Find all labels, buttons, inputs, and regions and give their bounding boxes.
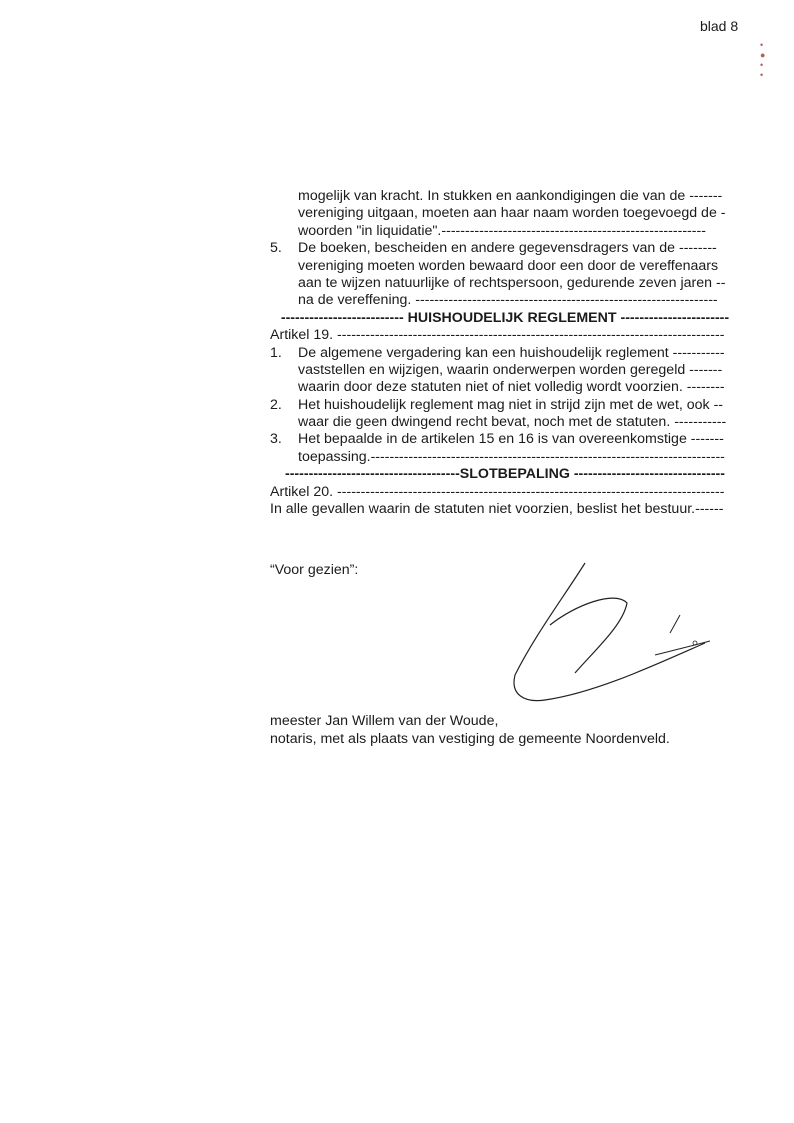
line-text: Het huishoudelijk reglement mag niet in strijd zijn met de wet, ook -- bbox=[298, 396, 724, 413]
list-item bbox=[270, 431, 740, 448]
line-text: woorden "in liquidatie".-------------------------------------------------------- bbox=[298, 222, 706, 239]
section-heading bbox=[270, 310, 740, 327]
text-line bbox=[270, 205, 740, 222]
text-line bbox=[270, 223, 740, 240]
item-number: 1. bbox=[270, 344, 282, 361]
item-number: 2. bbox=[270, 396, 282, 413]
item-number: 5. bbox=[270, 240, 282, 257]
text-line bbox=[270, 292, 740, 309]
text-line bbox=[270, 501, 740, 518]
line-text: Artikel 20. ---------------------------------------------------------------------------------- bbox=[270, 483, 725, 500]
notary-name: meester Jan Willem van der Woude, bbox=[270, 713, 499, 729]
line-text: De algemene vergadering kan een huishoudelijk reglement ----------- bbox=[298, 344, 725, 361]
page-number: blad 8 bbox=[700, 18, 739, 34]
item-number: 3. bbox=[270, 431, 282, 448]
text-line bbox=[270, 188, 740, 205]
line-text: Het bepaalde in de artikelen 15 en 16 is van overeenkomstige ------- bbox=[298, 431, 724, 448]
line-text: De boeken, bescheiden en andere gegevensdragers van de -------- bbox=[298, 240, 717, 257]
line-text: toepassing.--------------------------------------------------------------------------- bbox=[298, 448, 725, 465]
text-line bbox=[270, 449, 740, 466]
text-line bbox=[270, 362, 740, 379]
list-item bbox=[270, 397, 740, 414]
text-line bbox=[270, 414, 740, 431]
text-line bbox=[270, 258, 740, 275]
line-text: aan te wijzen natuurlijke of rechtspersoon, gedurende zeven jaren -- bbox=[298, 274, 726, 291]
line-text: vereniging moeten worden bewaard door een door de vereffenaars bbox=[298, 257, 719, 274]
line-text: vereniging uitgaan, moeten aan haar naam worden toegevoegd de - bbox=[298, 205, 726, 222]
line-text: In alle gevallen waarin de statuten niet voorzien, beslist het bestuur.------ bbox=[270, 501, 724, 518]
line-text: -------------------------------------SLOTBEPALING -------------------------------- bbox=[284, 466, 726, 483]
deed-body-text bbox=[270, 188, 740, 518]
line-text: mogelijk van kracht. In stukken en aankondigingen die van de ------- bbox=[298, 188, 723, 204]
line-text: waarin door deze statuten niet of niet volledig wordt voorzien. -------- bbox=[298, 379, 725, 396]
text-line bbox=[270, 379, 740, 396]
notary-signature-block bbox=[270, 712, 670, 748]
seal-stamp-marks: • ● • • bbox=[760, 40, 766, 80]
line-text: vaststellen en wijzigen, waarin onderwerpen worden geregeld ------- bbox=[298, 361, 723, 378]
list-item bbox=[270, 345, 740, 362]
line-text: waar die geen dwingend recht bevat, noch met de statuten. ----------- bbox=[298, 414, 727, 431]
line-text: -------------------------- HUISHOUDELIJK REGLEMENT ----------------------- bbox=[280, 309, 730, 326]
notary-role: notaris, met als plaats van vestiging de gemeente Noordenveld. bbox=[270, 731, 670, 747]
list-item bbox=[270, 240, 740, 257]
text-line bbox=[270, 484, 740, 501]
line-text: Artikel 19. ---------------------------------------------------------------------------------- bbox=[270, 327, 725, 344]
handwritten-signature bbox=[505, 555, 720, 710]
line-text: na de vereffening. ---------------------------------------------------------------- bbox=[298, 292, 718, 309]
section-heading bbox=[270, 466, 740, 483]
text-line bbox=[270, 275, 740, 292]
text-line bbox=[270, 327, 740, 344]
seen-label: “Voor gezien”: bbox=[270, 562, 359, 578]
